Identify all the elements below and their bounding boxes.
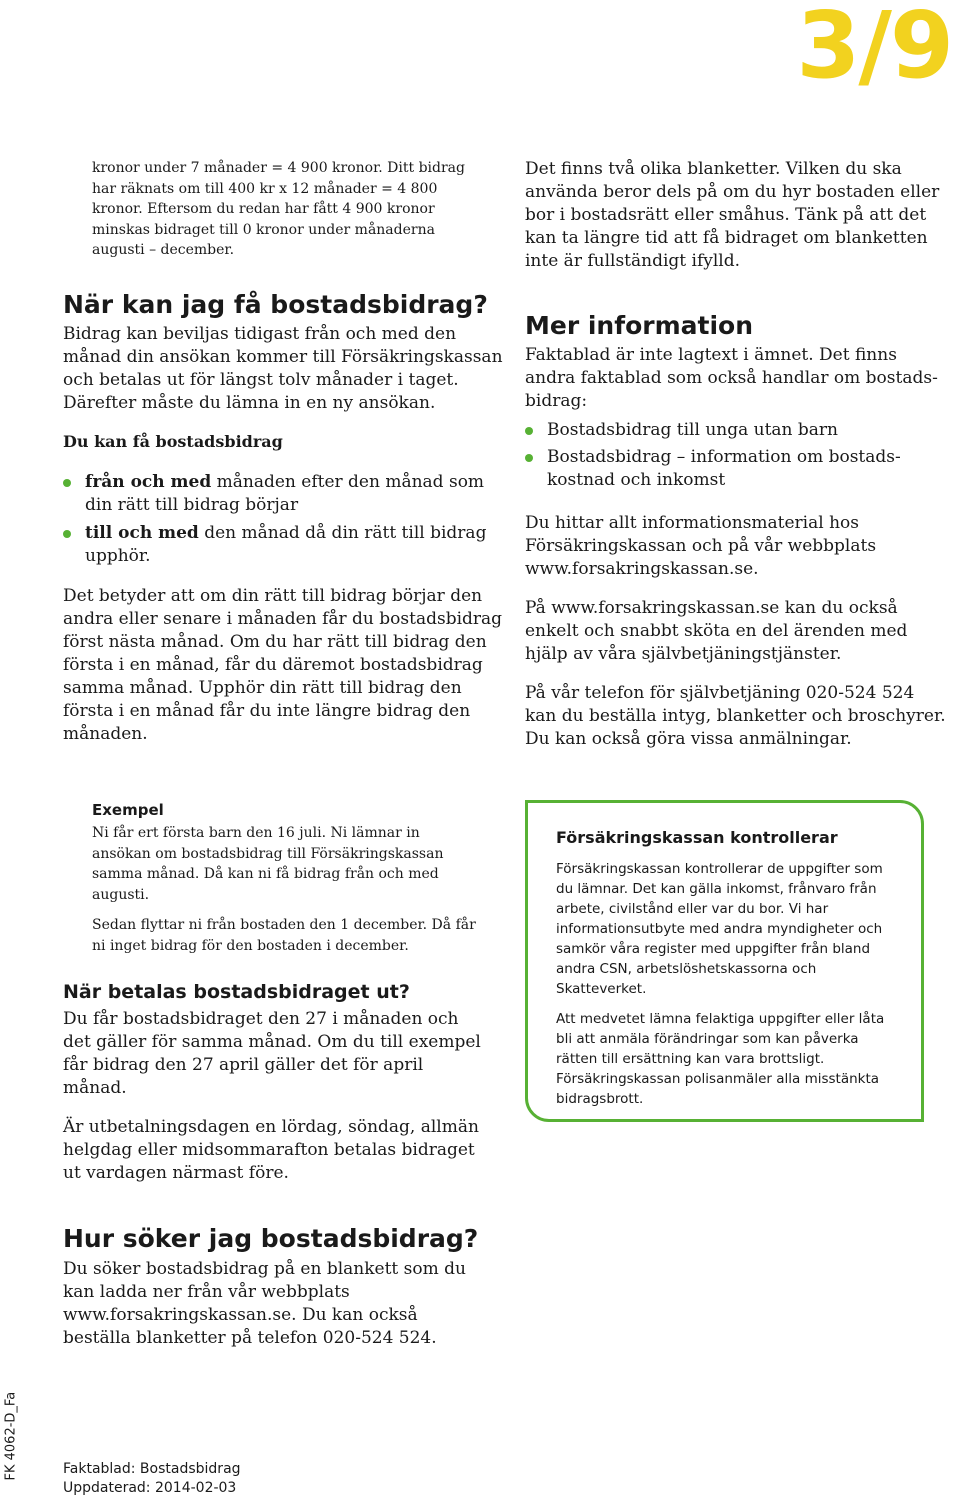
means-paragraph: Det betyder att om din rätt till bidrag börjar den andra eller senare i månaden får du bostadsbidrag först nästa månad. Om du har rätt till bidrag den första i en månad, får du däremot bostadsbidrag samma månad. Upphör din rätt till bidrag den första i en månad får du inte längre bidrag den månaden. [63, 586, 503, 744]
bullet-text: den månad då din rätt till bidrag upphör. [85, 523, 487, 566]
find-paragraph: Du hittar allt informationsmaterial hos Försäkringskassan och på vår webbplats www.forsakringskassan.se. [525, 513, 877, 579]
page-number: 3/9 [796, 0, 952, 99]
can-get-heading: Du kan få bostadsbidrag [63, 432, 283, 451]
footer-updated: Uppdaterad: 2014-02-03 [63, 1480, 237, 1496]
list-item: Bostadsbidrag – information om bostadskostnad och inkomst [525, 446, 950, 492]
pay-heading: När betalas bostadsbidraget ut? [63, 981, 410, 1003]
more-list [525, 419, 950, 492]
box-paragraph-1: Försäkringskassan kontrollerar de uppgifter som du lämnar. Det kan gälla inkomst, frånvaro från arbete, civilstånd eller var du bor. Vi har informationsutbyte med andra myndigheter och samkör våra register med uppgifter från bland andra CSN, arbetslöshetskassorna och Skatteverket. [556, 861, 883, 997]
pay-paragraph-1: Du får bostadsbidraget den 27 i månaden och det gäller för samma månad. Om du till exempel får bidrag den 27 april gäller det för april månad. [63, 1009, 481, 1098]
form-code: FK 4062-D_Fa [3, 1391, 19, 1481]
intro-paragraph: kronor under 7 månader = 4 900 kronor. Ditt bidrag har räknats om till 400 kr x 12 månader = 4 800 kronor. Eftersom du redan har fått 4 900 kronor minskas bidraget till 0 kronor under månaderna augusti – december. [92, 160, 465, 258]
apply-paragraph: Du söker bostadsbidrag på en blankett som du kan ladda ner från vår webbplats www.forsakringskassan.se. Du kan också beställa blanketter på telefon 020-524 524. [63, 1259, 466, 1348]
list-item: Bostadsbidrag till unga utan barn [525, 419, 950, 442]
phone-paragraph: På vår telefon för självbetjäning 020-524 524 kan du beställa intyg, blanketter och broschyrer. Du kan också göra vissa anmälningar. [525, 683, 946, 749]
apply-heading: Hur söker jag bostadsbidrag? [63, 1224, 479, 1253]
example-heading: Exempel [92, 801, 164, 819]
example-paragraph-2: Sedan flyttar ni från bostaden den 1 december. Då får ni inget bidrag för den bostaden i december. [92, 917, 476, 954]
list-item [63, 471, 503, 517]
bullet-bold: till och med [85, 523, 199, 543]
when-paragraph: Bidrag kan beviljas tidigast från och med den månad din ansökan kommer till Försäkringskassan och betalas ut för längst tolv månader i taget. Därefter måste du lämna in en ny ansökan. [63, 324, 503, 413]
bullet-bold: från och med [85, 472, 212, 492]
footer [63, 1460, 363, 1498]
box-title: Försäkringskassan kontrollerar [556, 828, 838, 847]
example-section [92, 800, 477, 956]
list-item [63, 522, 503, 568]
example-paragraph-1: Ni får ert första barn den 16 juli. Ni lämnar in ansökan om bostadsbidrag till Försäkringskassan samma månad. Då kan ni få bidrag från och med augusti. [92, 825, 444, 903]
more-heading: Mer information [525, 311, 754, 340]
forms-paragraph: Det finns två olika blanketter. Vilken du ska använda beror dels på om du hyr bostaden eller bor i bostadsrätt eller småhus. Tänk på att det kan ta längre tid att få bidraget om blanketten inte är fullständigt ifylld. [525, 159, 940, 271]
pay-paragraph-2: Är utbetalningsdagen en lördag, söndag, allmän helgdag eller midsommarafton betalas bidraget ut vardagen närmast före. [63, 1117, 479, 1183]
apply-section [63, 1224, 483, 1350]
box-paragraph-2: Att medvetet lämna felaktiga uppgifter eller låta bli att anmäla förändringar som kan påverka rätten till ersättning kan vara brottsligt. Försäkringskassan polisanmäler alla misstänkta bidragsbrott. [556, 1011, 885, 1107]
can-get-list [63, 471, 503, 568]
intro-text [92, 158, 472, 261]
more-paragraph: Faktablad är inte lagtext i ämnet. Det finns andra faktablad som också handlar om bostadsbidrag: [525, 345, 938, 411]
footer-title: Faktablad: Bostadsbidrag [63, 1461, 241, 1477]
when-section [63, 290, 503, 746]
when-heading: När kan jag få bostadsbidrag? [63, 290, 488, 319]
web-paragraph: På www.forsakringskassan.se kan du också enkelt och snabbt sköta en del ärenden med hjälp av våra självbetjäningstjänster. [525, 598, 908, 664]
right-column [525, 158, 950, 751]
pay-section [63, 980, 488, 1185]
bullet-text: månaden efter den månad som din rätt till bidrag börjar [85, 472, 485, 515]
control-box [525, 800, 924, 1122]
